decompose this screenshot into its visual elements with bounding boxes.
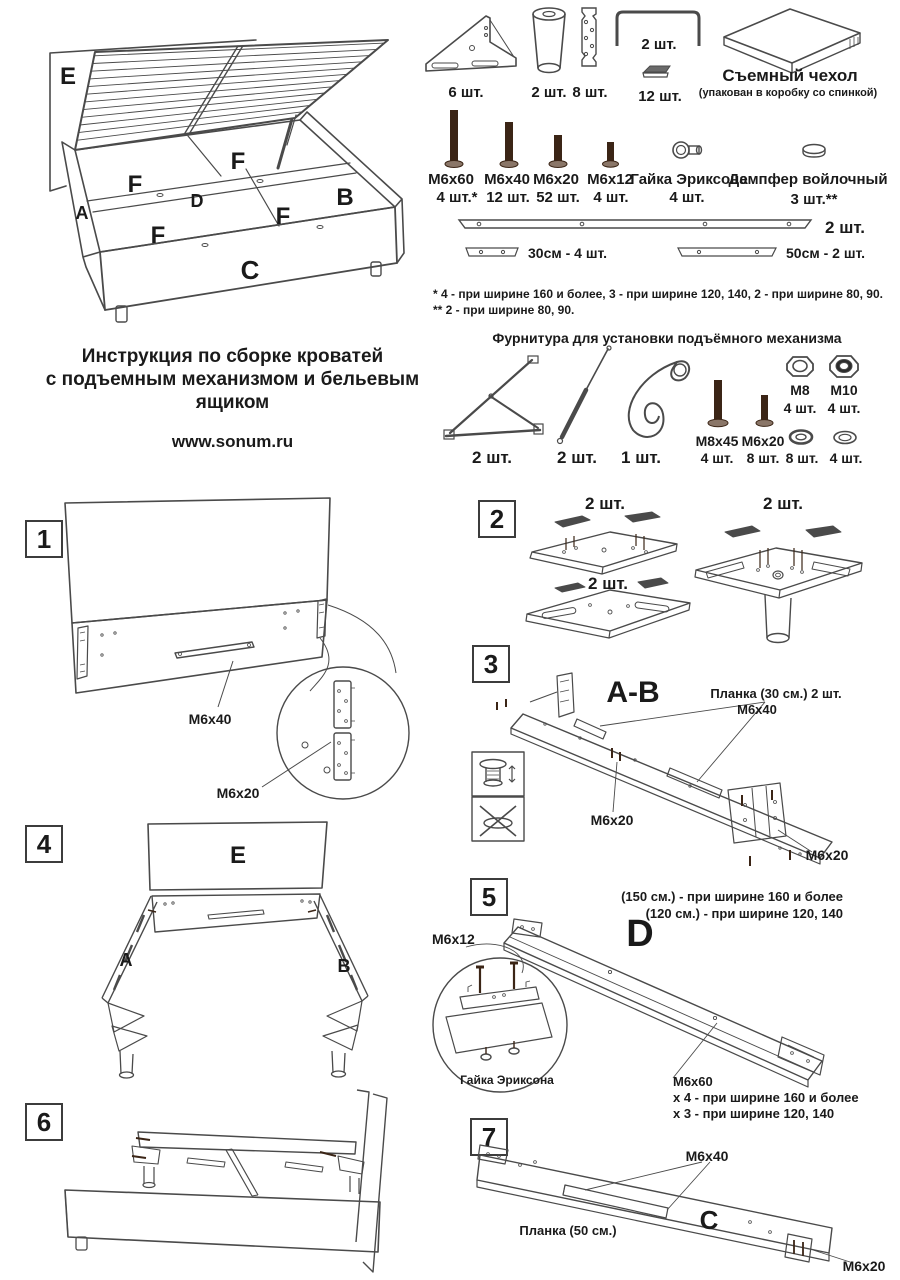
step2-qty-top-left: 2 шт. <box>585 494 625 513</box>
long-slat-icon <box>457 218 813 230</box>
step7-plank-label: Планка (50 см.) <box>519 1223 617 1238</box>
overview-label-E: E <box>59 63 77 90</box>
step3-heading: А-В <box>606 676 660 709</box>
step5-note-150: (150 см.) - при ширине 160 и более <box>621 889 843 904</box>
gas-strut-icon <box>550 345 615 450</box>
erikson-label: Гайка Эриксона <box>630 171 748 188</box>
strap-icon <box>615 352 695 444</box>
flat-washer-icon <box>832 429 858 446</box>
slat30-icon <box>465 247 519 258</box>
leg-qty: 2 шт. <box>531 84 567 101</box>
step6-num-text: 6 <box>36 1106 52 1137</box>
screw-qty: 12 шт. <box>486 189 530 206</box>
screw-qty: 52 шт. <box>536 189 580 206</box>
felt-pad-icon <box>640 64 674 82</box>
screw-label: М6х20 <box>533 171 579 188</box>
step5-m6x12-label: М6х12 <box>432 931 475 947</box>
overview-label-C: C <box>240 255 260 285</box>
step3-m6x20-left-label: М6х20 <box>590 812 634 828</box>
step6-diagram <box>20 1090 450 1280</box>
step4-diagram <box>20 820 445 1105</box>
gas-strut-qty: 2 шт. <box>557 448 597 467</box>
slat50-qty: 50см - 2 шт. <box>786 245 866 261</box>
damper-qty: 3 шт.** <box>790 191 838 208</box>
screw-label: М6х60 <box>428 171 474 188</box>
overview-label-A: A <box>75 203 89 223</box>
strap-qty: 1 шт. <box>621 448 661 467</box>
screw-qty: 4 шт.* <box>436 189 478 206</box>
footnote-1: * 4 - при ширине 160 и более, 3 - при ширине 120, 140, 2 - при ширине 80, 90. <box>433 287 883 301</box>
m10-qty: 4 шт. <box>827 400 861 416</box>
step4-num-text: 4 <box>36 828 52 859</box>
screw-m8x45-icon <box>707 378 729 430</box>
screw-m6x20-icon <box>548 133 568 170</box>
overview-label-F3: F <box>275 203 291 230</box>
step2-qty-right: 2 шт. <box>763 494 803 513</box>
screw-m6x12-icon <box>601 140 621 170</box>
m6x20b-label: М6х20 <box>741 433 785 449</box>
step6-drawing <box>20 1090 450 1280</box>
step5-note-120: (120 см.) - при ширине 120, 140 <box>645 906 843 921</box>
step7-diagram <box>450 1110 900 1280</box>
washer1-qty: 8 шт. <box>785 450 819 466</box>
plate-qty: 8 шт. <box>572 84 608 101</box>
screw-label: М6х12 <box>587 171 633 188</box>
erikson-qty: 4 шт. <box>669 189 705 206</box>
step3-m6x40-label: М6х40 <box>737 702 777 717</box>
m8x45-label: М8х45 <box>695 433 739 449</box>
washer2-qty: 4 шт. <box>829 450 863 466</box>
footnote-2: ** 2 - при ширине 80, 90. <box>433 303 575 317</box>
m8-label: М8 <box>790 382 810 398</box>
overview-label-F1: F <box>127 171 143 198</box>
nut-m8-icon <box>785 355 815 379</box>
pad-qty: 12 шт. <box>638 88 682 105</box>
step2-qty-bottom: 2 шт. <box>588 574 628 593</box>
step5-m6x60-label: М6х60 <box>673 1074 713 1089</box>
lift-hardware-section <box>430 330 900 480</box>
leg-icon <box>531 6 567 76</box>
slat50-icon <box>677 247 777 258</box>
flat-plate-icon <box>578 6 600 68</box>
step1-diagram <box>40 495 445 820</box>
parts-list <box>0 0 900 330</box>
m8x45-qty: 4 шт. <box>700 450 734 466</box>
screw-m6x20b-icon <box>755 393 775 430</box>
overview-label-F4: F <box>150 222 166 249</box>
damper-label: Демпфер войлочный <box>728 171 888 188</box>
step1-drawing <box>40 495 445 820</box>
step3-plank-label: Планка (30 см.) 2 шт. <box>710 686 842 701</box>
lift-mech-qty: 2 шт. <box>472 448 512 467</box>
cover-subtitle: (упакован в коробку со спинкой) <box>698 87 878 99</box>
step5-erikson-label: Гайка Эриксона <box>460 1073 554 1087</box>
slat30-qty: 30см - 4 шт. <box>528 245 608 261</box>
step7-drawing <box>450 1110 900 1280</box>
step2-diagram <box>470 490 900 650</box>
screw-m6x60-icon <box>444 108 464 170</box>
m6x20b-qty: 8 шт. <box>746 450 780 466</box>
screw-m6x40-icon <box>499 120 519 170</box>
page-title-line1: Инструкция по сборке кроватей <box>81 346 384 367</box>
step1-num-text: 1 <box>36 523 52 554</box>
overview-label-B: B <box>336 184 354 211</box>
m8-qty: 4 шт. <box>783 400 817 416</box>
erikson-nut-icon <box>672 140 704 160</box>
step5-num-text: 5 <box>481 881 497 912</box>
screw-label: М6х40 <box>484 171 530 188</box>
step5-m6x60-line3: х 3 - при ширине 120, 140 <box>673 1106 835 1121</box>
long-slat-qty: 2 шт. <box>825 218 865 237</box>
step7-m6x20-label: М6х20 <box>842 1258 886 1274</box>
cover-icon <box>720 5 865 69</box>
corner-bracket-icon <box>424 8 524 80</box>
step7-num-text: 7 <box>481 1121 497 1152</box>
handle-qty: 2 шт. <box>641 36 677 53</box>
step2-num-text: 2 <box>489 503 505 534</box>
step7-label-C: С <box>699 1205 719 1235</box>
step3-m6x20-right-label: М6х20 <box>805 847 849 863</box>
step4-label-B: B <box>337 956 351 976</box>
grommet-washer-icon <box>788 428 814 446</box>
overview-label-D: D <box>190 191 204 211</box>
step4-label-A: A <box>119 950 133 970</box>
bracket-qty: 6 шт. <box>448 84 484 101</box>
step1-m6x40-label: М6х40 <box>188 711 232 727</box>
screw-qty: 4 шт. <box>593 189 629 206</box>
step4-label-E: E <box>229 842 247 869</box>
page-title-line2: с подъемным механизмом и бельевым ящиком <box>45 369 420 413</box>
m10-label: М10 <box>830 382 858 398</box>
step5-diagram <box>430 875 900 1121</box>
overview-label-F2: F <box>230 148 246 175</box>
step7-m6x40-label: М6х40 <box>685 1148 729 1164</box>
step3-drawing <box>460 640 900 880</box>
cover-title: Съемный чехол <box>722 66 858 85</box>
step1-m6x20-label: М6х20 <box>216 785 260 801</box>
nut-m10-icon <box>828 354 860 380</box>
website-link: www.sonum.ru <box>171 432 294 451</box>
step5-m6x60-line2: х 4 - при ширине 160 и более <box>673 1090 859 1105</box>
step3-diagram <box>460 640 900 880</box>
step5-label-D: D <box>626 913 654 955</box>
step3-num-text: 3 <box>483 648 499 679</box>
lift-mechanism-icon <box>442 350 552 445</box>
felt-damper-icon <box>800 143 828 159</box>
step2-drawing <box>470 490 900 650</box>
title-block <box>25 345 440 452</box>
lift-hardware-title: Фурнитура для установки подъёмного механизма <box>492 330 842 346</box>
